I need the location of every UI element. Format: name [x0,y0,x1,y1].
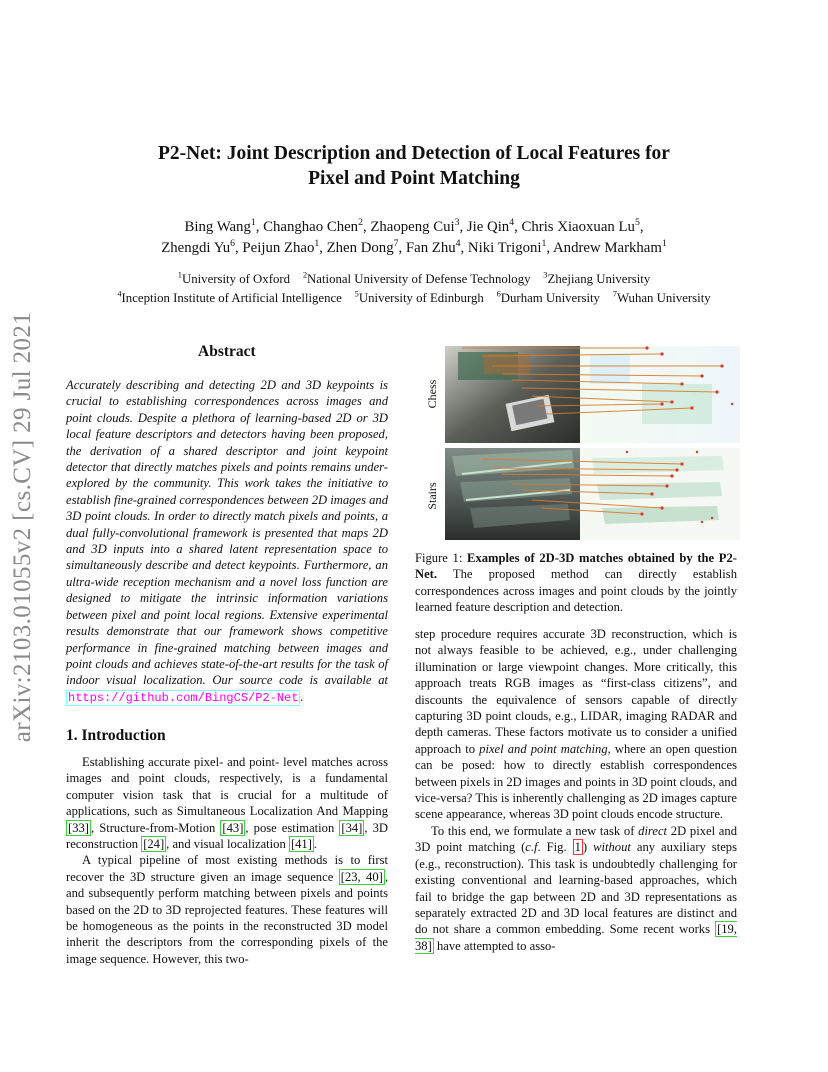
introduction-text [66,754,388,967]
citation-link[interactable]: [19, 38] [415,922,737,953]
abstract-heading: Abstract [198,343,256,360]
figure-1-caption: Figure 1: Examples of 2D-3D matches obtained by the P2-Net. The proposed method can directly establish correspondences across images and point clouds by the jointly learned feature description and detection. [415,551,737,615]
abstract-text: Accurately describing and detecting 2D and 3D keypoints is crucial to establishing correspondences across images and point clouds. Despite a plethora of learning-based 2D or 3D local feature descriptors and detectors having been proposed, the derivation of a shared descriptor and joint keypoint detector that directly matches pixels and points remains under-explored by the community. This work takes the initiative to establish fine-grained correspondences between 2D images and 3D point clouds. In order to directly match pixels and points, a dual fully-convolutional framework is presented that maps 2D and 3D inputs into a shared latent representation space to simultaneously describe and detect keypoints. Furthermore, an ultra-wide reception mechanism and a novel loss function are designed to mitigate the intrinsic information variations between pixel and point local regions. Extensive experimental results demonstrate that our framework shows competitive performance in fine-grained matching between images and point clouds and achieves state-of-the-art results for the task of indoor visual localization. Our source code is available at https://github.com/BingCS/P2-Net . [66,378,389,705]
paper-title [100,141,728,191]
affiliation: $^5$University of Edinburgh [354,288,484,305]
figure-label-stairs: Stairs [425,482,439,510]
section-heading-introduction: 1. Introduction [66,727,166,744]
arxiv-stamp: arXiv:2103.01055v2 [cs.CV] 29 Jul 2021 [9,311,36,743]
affiliation: $^3$Zhejiang University [543,269,651,286]
citation-link[interactable]: [23, 40] [340,869,383,884]
author: Zhengdi Yu$^6$ [161,238,236,256]
author: Niki Trigoni$^1$ [467,238,547,256]
paragraph: A typical pipeline of most existing methods is to first recover the 3D structure given an image sequence [23, 40] , and subsequently perform matching between pixels and points based on the 2D to 3D reprojected features. These features will be homogeneous as the points in the reconstructed 3D model inherit the descriptors from the corresponding pixels of the image sequence. However, this two- [66,853,388,966]
author: Zhen Dong$^7$ [326,238,399,256]
affiliations [60,270,768,308]
right-column-text [415,626,737,954]
caption-bold: Examples of 2D-3D matches obtained by the P2-Net. [415,551,737,582]
figure-1-image [422,344,742,544]
figure-label-chess: Chess [425,379,439,409]
affiliation: $^7$Wuhan University [612,288,711,305]
affiliation: $^2$National University of Defense Technology [302,269,531,286]
citation-link[interactable]: [24] [143,837,165,852]
figure-1 [422,344,742,544]
author: Fan Zhu$^4$ [405,238,461,256]
author: Peijun Zhao$^1$ [242,238,320,256]
citation-link[interactable]: [34] [341,820,363,835]
author: Andrew Markham$^1$ [552,238,667,256]
paragraph: Establishing accurate pixel- and point- level matches across images and point clouds, respectively, is a fundamental computer vision task that is crucial for a multitude of applications, such as Simultaneous Localization And Mapping [33] , Structure-from-Motion [43] , pose estimation [34] , 3D reconstruction [24] , and visual localization [41] . [66,755,388,852]
citation-link[interactable]: [43] [222,820,244,835]
citation-link[interactable]: [33] [68,820,89,835]
paragraph: step procedure requires accurate 3D reconstruction, which is not always feasible to be achieved, e.g., under challenging illumination or large viewpoint changes. More critically, this approach treats RGB images as “first-class citizens”, and discounts the equivalence of sensors capable of directly capturing 3D point clouds, e.g., LIDAR, imaging RADAR and depth cameras. These factors motivate us to consider a unified approach to pixel and point matching, where an open question can be posed: how to directly establish correspondences between pixels in 2D images and points in 3D point clouds, and vice-versa? This is inherently challenging as 2D images capture scene appearance, whereas 3D point clouds encode structure. [415,627,738,822]
affiliation: $^4$Inception Institute of Artificial Intelligence [117,288,342,305]
citation-link[interactable]: [41] [290,837,312,852]
paragraph: To this end, we formulate a new task of direct 2D pixel and 3D point matching (c.f. Fig. 1 ) without any auxiliary steps (e.g., reconstruction). This task is undoubtedly challenging for existing conventional and learning-based approaches, which fail to bridge the gap between 2D and 3D representations as separately extracted 2D and 3D local features are distinct and do not share a common embedding. Some recent works [19, 38] have attempted to asso- [415,823,737,953]
source-code-link[interactable]: https://github.com/BingCS/P2-Net [68,690,299,705]
title-line-1: P2-Net: Joint Description and Detection of Local Features for [158,143,670,164]
author: Chris Xiaoxuan Lu$^5$ [521,217,640,235]
author: Zhaopeng Cui$^3$ [370,217,460,235]
author: Changhao Chen$^2$ [263,217,363,235]
affiliation: $^6$Durham University [496,288,600,305]
title-line-2: Pixel and Point Matching [308,168,520,189]
author-list: Bing Wang$^1$, Changhao Chen$^2$, Zhaopeng Cui$^3$, Jie Qin$^4$, Chris Xiaoxuan Lu$^5$, Zhengdi Yu$^6$, Peijun Zhao$^1$, Zhen Dong$^7$, Fan Zhu$^4$, Niki Trigoni$^1$, Andrew Markham$^1$ [161,217,667,256]
affiliation: $^1$University of Oxford [177,269,291,286]
author: Jie Qin$^4$ [466,217,515,235]
figure-ref-link[interactable]: 1 [574,840,581,855]
author: Bing Wang$^1$ [184,217,256,235]
